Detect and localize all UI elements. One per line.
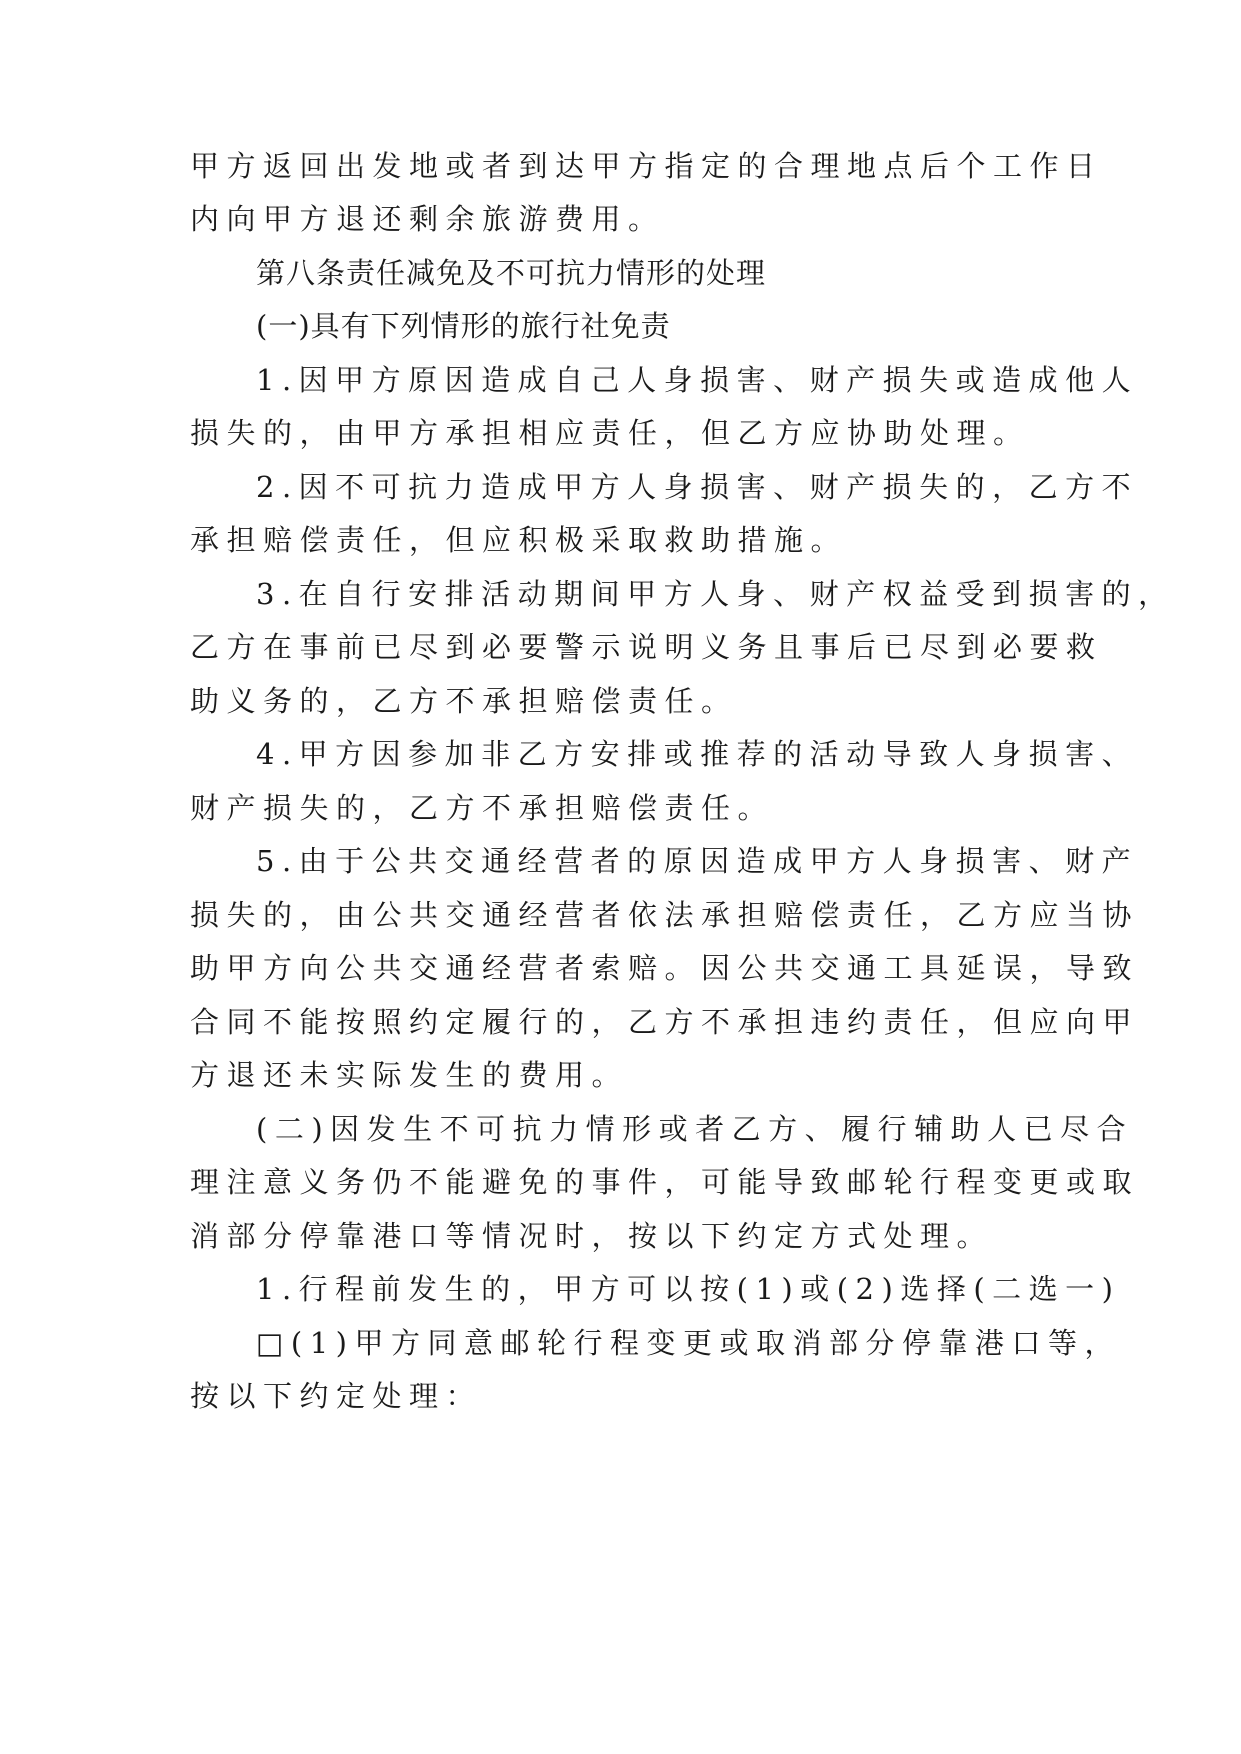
text-line: 4.甲方因参加非乙方安排或推荐的活动导致人身损害、 xyxy=(256,737,1139,771)
text-line: 5.由于公共交通经营者的原因造成甲方人身损害、财产 xyxy=(256,844,1139,878)
text-line: 损失的，由公共交通经营者依法承担赔偿责任，乙方应当协 xyxy=(190,898,1140,932)
text-line: 3.在自行安排活动期间甲方人身、财产权益受到损害的， xyxy=(256,577,1175,611)
subsection-heading: (一)具有下列情形的旅行社免责 xyxy=(256,309,671,343)
text-line: 助甲方向公共交通经营者索赔。因公共交通工具延误，导致 xyxy=(190,951,1140,985)
text-line: 按以下约定处理： xyxy=(190,1379,483,1413)
text-line: 乙方在事前已尽到必要警示说明义务且事后已尽到必要救 xyxy=(190,630,1103,664)
text-line: (二)因发生不可抗力情形或者乙方、履行辅助人已尽合 xyxy=(256,1112,1134,1146)
text-line: 合同不能按照约定履行的，乙方不承担违约责任，但应向甲 xyxy=(190,1005,1140,1039)
text-line: 方退还未实际发生的费用。 xyxy=(190,1058,629,1092)
text-line: 助义务的，乙方不承担赔偿责任。 xyxy=(190,684,738,718)
section-heading: 第八条责任减免及不可抗力情形的处理 xyxy=(256,256,767,290)
text-line: 甲方返回出发地或者到达甲方指定的合理地点后个工作日 xyxy=(190,149,1103,183)
text-line: 理注意义务仍不能避免的事件，可能导致邮轮行程变更或取 xyxy=(190,1165,1140,1199)
text-line: 损失的，由甲方承担相应责任，但乙方应协助处理。 xyxy=(190,416,1030,450)
text-line: 1.行程前发生的，甲方可以按(1)或(2)选择(二选一) xyxy=(256,1272,1121,1306)
text-line: 内向甲方退还剩余旅游费用。 xyxy=(190,202,665,236)
text-line: 消部分停靠港口等情况时，按以下约定方式处理。 xyxy=(190,1219,994,1253)
text-line: 2.因不可抗力造成甲方人身损害、财产损失的，乙方不 xyxy=(256,470,1139,504)
text-line: 1.因甲方原因造成自己人身损害、财产损失或造成他人 xyxy=(256,363,1139,397)
text-line: 财产损失的，乙方不承担赔偿责任。 xyxy=(190,791,775,825)
text-line: 承担赔偿责任，但应积极采取救助措施。 xyxy=(190,523,848,557)
checkbox-option-line: □(1)甲方同意邮轮行程变更或取消部分停靠港口等， xyxy=(256,1326,1121,1360)
